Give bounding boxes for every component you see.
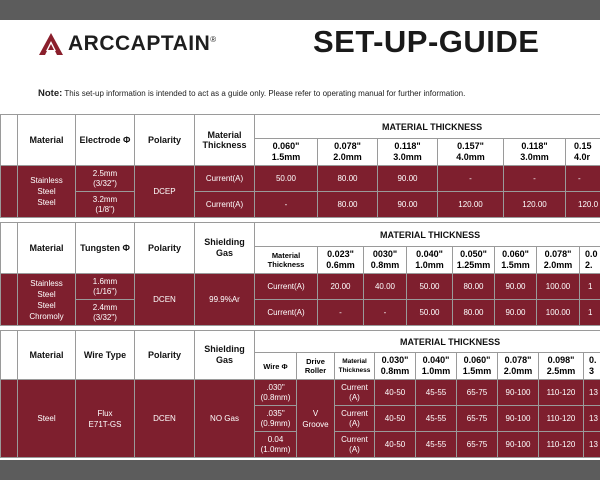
current-label: Current(A) — [195, 192, 255, 218]
note — [38, 88, 465, 99]
brand-name: ARCCAPTAIN® — [68, 32, 217, 55]
shielding-gas-header: Shielding Gas — [195, 223, 255, 274]
material-header: Material — [18, 223, 76, 274]
current-value: 80.00 — [318, 192, 378, 218]
thickness-cell: 0.030" 0.8mm — [375, 353, 416, 380]
current-value: 65-75 — [457, 432, 498, 458]
current-value: 50.00 — [255, 166, 318, 192]
tungsten-header: Tungsten Φ — [76, 223, 135, 274]
current-value: - — [255, 192, 318, 218]
current-value: 45-55 — [416, 380, 457, 406]
polarity-cell: DCEP — [135, 166, 195, 218]
current-value: 20.00 — [318, 274, 364, 300]
current-value: 90.00 — [495, 274, 537, 300]
material-cell: Steel — [18, 380, 76, 458]
bottom-border — [0, 460, 600, 480]
material-header: Material — [18, 331, 76, 380]
current-value: 120.00 — [438, 192, 504, 218]
thickness-cell: 0. 3 — [584, 353, 600, 380]
current-value: - — [438, 166, 504, 192]
current-value: 90.00 — [495, 300, 537, 326]
wire-diameter-cell: 0.04 (1.0mm) — [255, 432, 297, 458]
current-value: 100.00 — [537, 300, 580, 326]
current-label: Current (A) — [335, 406, 375, 432]
shielding-gas-cell: NO Gas — [195, 380, 255, 458]
page-title: SET-UP-GUIDE — [313, 24, 540, 59]
current-value: 13 — [584, 432, 600, 458]
tig-section — [0, 222, 600, 326]
current-value: - — [566, 166, 600, 192]
polarity-header: Polarity — [135, 331, 195, 380]
current-value: 50.00 — [407, 274, 453, 300]
current-value: - — [318, 300, 364, 326]
material-thickness-group-header: MATERIAL THICKNESS — [255, 331, 600, 353]
thickness-cell: 0.060" 1.5mm — [457, 353, 498, 380]
thickness-cell: 0.098" 2.5mm — [539, 353, 584, 380]
flux-table — [0, 330, 600, 458]
setup-guide-sheet — [0, 20, 600, 460]
material-header: Material — [18, 115, 76, 166]
table-row — [1, 166, 600, 192]
thickness-cell: 0.118" 3.0mm — [504, 139, 566, 166]
table-row — [1, 380, 600, 406]
material-cell: Stainless Steel Steel — [18, 166, 76, 218]
current-value: 110-120 — [539, 406, 584, 432]
current-value: 80.00 — [318, 166, 378, 192]
thickness-cell: 0.157" 4.0mm — [438, 139, 504, 166]
current-value: 65-75 — [457, 406, 498, 432]
table-row — [1, 300, 600, 326]
electrode-header: Electrode Φ — [76, 115, 135, 166]
material-thickness-group-header: MATERIAL THICKNESS — [255, 115, 600, 139]
thickness-cell: 0.15 4.0r — [566, 139, 600, 166]
wire-diameter-header: Wire Φ — [255, 353, 297, 380]
current-value: 120.00 — [504, 192, 566, 218]
current-value: 40-50 — [375, 432, 416, 458]
wire-diameter-cell: .030" (0.8mm) — [255, 380, 297, 406]
current-value: 120.0 — [566, 192, 600, 218]
current-value: 110-120 — [539, 432, 584, 458]
electrode-cell: 3.2mm (1/8") — [76, 192, 135, 218]
thickness-cell: 0030" 0.8mm — [364, 247, 407, 274]
wire-type-cell: Flux E71T-GS — [76, 380, 135, 458]
tungsten-cell: 1.6mm (1/16") — [76, 274, 135, 300]
current-value: 13 — [584, 406, 600, 432]
material-thickness-header: Material Thickness — [255, 247, 318, 274]
wire-diameter-cell: .035" (0.9mm) — [255, 406, 297, 432]
thickness-cell: 0.060" 1.5mm — [495, 247, 537, 274]
current-value: 65-75 — [457, 380, 498, 406]
thickness-cell: 0.023" 0.6mm — [318, 247, 364, 274]
material-cell: Stainless Steel Steel Chromoly — [18, 274, 76, 326]
current-value: 1 — [580, 300, 600, 326]
current-value: 90.00 — [378, 166, 438, 192]
tig-table — [0, 222, 600, 326]
current-value: 80.00 — [453, 300, 495, 326]
material-thickness-header: Material Thickness — [195, 115, 255, 166]
thickness-cell: 0.040" 1.0mm — [416, 353, 457, 380]
current-value: 1 — [580, 274, 600, 300]
material-thickness-group-header: MATERIAL THICKNESS — [255, 223, 600, 247]
current-label: Current(A) — [195, 166, 255, 192]
material-thickness-header: Material Thickness — [335, 353, 375, 380]
current-value: 90.00 — [378, 192, 438, 218]
current-value: 90-100 — [498, 380, 539, 406]
shielding-gas-cell: 99.9%Ar — [195, 274, 255, 326]
note-text: This set-up information is intended to act as a guide only. Please refer to operating manual for further information. — [64, 89, 466, 98]
thickness-cell: 0.040" 1.0mm — [407, 247, 453, 274]
current-value: 40.00 — [364, 274, 407, 300]
current-value: 40-50 — [375, 380, 416, 406]
polarity-header: Polarity — [135, 223, 195, 274]
flux-section — [0, 330, 600, 458]
current-label: Current (A) — [335, 432, 375, 458]
thickness-cell: 0.050" 1.25mm — [453, 247, 495, 274]
current-value: 45-55 — [416, 432, 457, 458]
thickness-cell: 0.0 2. — [580, 247, 600, 274]
shielding-gas-header: Shielding Gas — [195, 331, 255, 380]
current-value: 45-55 — [416, 406, 457, 432]
polarity-cell: DCEN — [135, 274, 195, 326]
current-label: Current(A) — [255, 300, 318, 326]
current-value: 13 — [584, 380, 600, 406]
thickness-cell: 0.078" 2.0mm — [498, 353, 539, 380]
current-value: 110-120 — [539, 380, 584, 406]
current-label: Current(A) — [255, 274, 318, 300]
thickness-cell: 0.118" 3.0mm — [378, 139, 438, 166]
thickness-cell: 0.078" 2.0mm — [318, 139, 378, 166]
thickness-cell: 0.060" 1.5mm — [255, 139, 318, 166]
drive-roller-header: Drive Roller — [297, 353, 335, 380]
current-value: 90-100 — [498, 406, 539, 432]
note-label: Note: — [38, 88, 63, 99]
arccaptain-logo-icon — [38, 32, 64, 56]
stick-section — [0, 114, 600, 218]
polarity-header: Polarity — [135, 115, 195, 166]
current-value: - — [504, 166, 566, 192]
polarity-cell: DCEN — [135, 380, 195, 458]
stick-table — [0, 114, 600, 218]
current-value: - — [364, 300, 407, 326]
current-value: 80.00 — [453, 274, 495, 300]
tungsten-cell: 2.4mm (3/32") — [76, 300, 135, 326]
table-row — [1, 274, 600, 300]
current-label: Current (A) — [335, 380, 375, 406]
current-value: 100.00 — [537, 274, 580, 300]
drive-roller-cell: V Groove — [297, 380, 335, 458]
current-value: 50.00 — [407, 300, 453, 326]
thickness-cell: 0.078" 2.0mm — [537, 247, 580, 274]
current-value: 40-50 — [375, 406, 416, 432]
current-value: 90-100 — [498, 432, 539, 458]
table-row — [1, 192, 600, 218]
brand-logo — [38, 32, 217, 56]
wire-type-header: Wire Type — [76, 331, 135, 380]
electrode-cell: 2.5mm (3/32") — [76, 166, 135, 192]
